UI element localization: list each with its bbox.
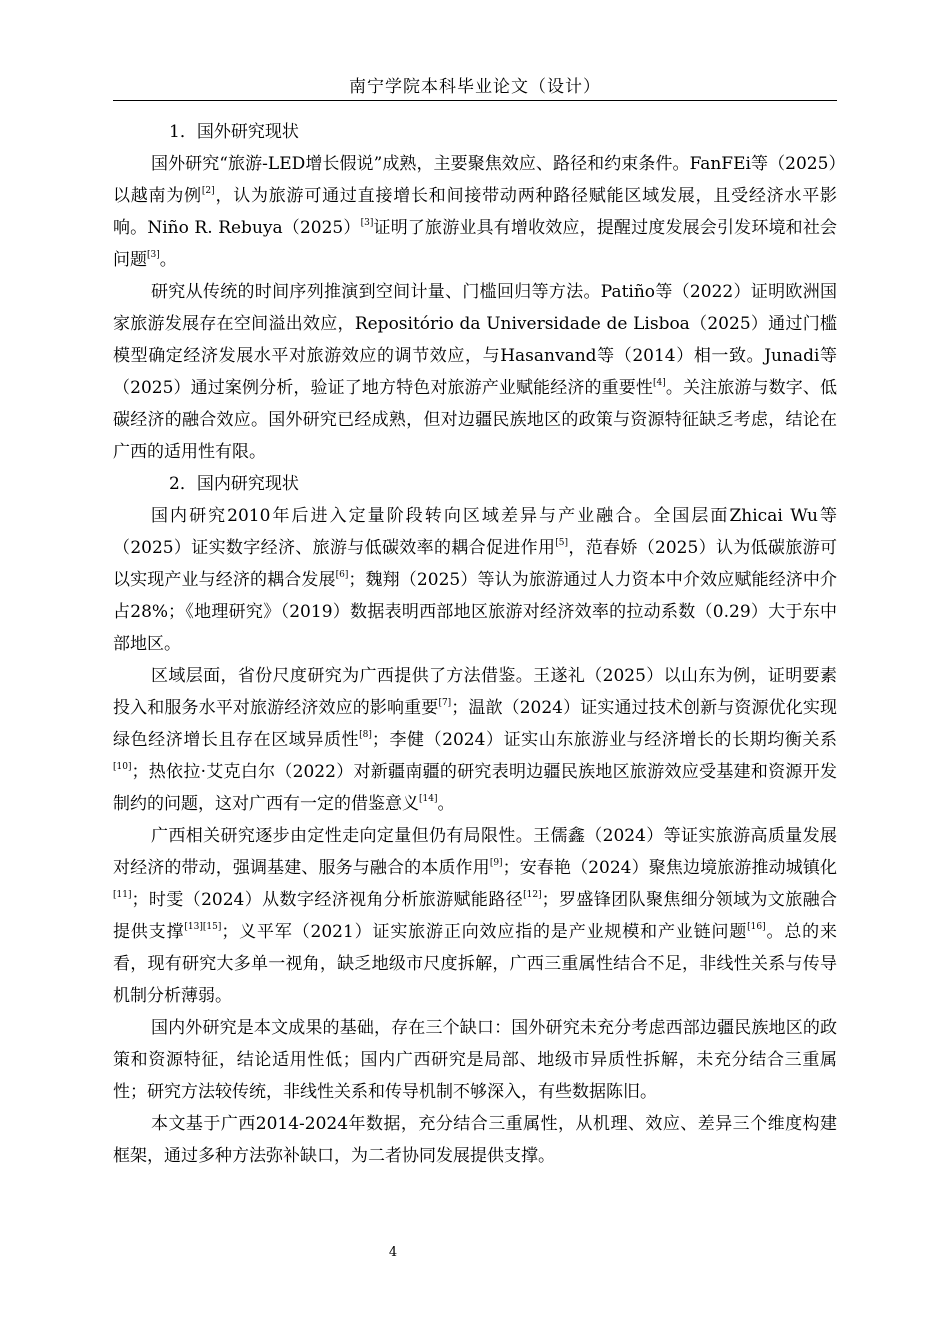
text-run: 。关注旅游与数字、低碳经济的融合效应。国外研究已经成熟，但对边疆民族地区的政策与资源特征缺乏考虑，结论在广西的适用性有限。 xyxy=(113,378,838,462)
document-body xyxy=(113,116,837,1172)
body-paragraph xyxy=(113,500,837,660)
body-paragraph xyxy=(113,820,837,1012)
text-run: ；安春艳（2024）聚焦边境旅游推动城镇化 xyxy=(502,858,837,878)
citation-ref: [7] xyxy=(438,698,452,708)
text-run: ；时雯（2024）从数字经济视角分析旅游赋能路径 xyxy=(131,890,524,910)
text-run: ；义平军（2021）证实旅游正向效应指的是产业规模和产业链问题 xyxy=(221,922,748,942)
citation-ref: [2] xyxy=(201,186,215,196)
text-run: 国外研究“旅游-LED增长假说”成熟，主要聚焦效应、路径和约束条件。FanFEi等（2025）以越南为例 xyxy=(113,154,837,206)
text-run: ；热依拉·艾克白尔（2022）对新疆南疆的研究表明边疆民族地区旅游效应受基建和资源开发制约的问题，这对广西有一定的借鉴意义 xyxy=(113,762,837,814)
text-run: ；温歆（2024）证实通过技术创新与资源优化实现绿色经济增长且存在区域异质性 xyxy=(113,698,838,750)
text-run: 国内研究2010年后进入定量阶段转向区域差异与产业融合。全国层面Zhicai Wu等（2025）证实数字经济、旅游与低碳效率的耦合促进作用 xyxy=(113,506,837,558)
citation-ref: [13][15] xyxy=(184,922,222,932)
text-run: ；罗盛锋团队聚焦细分领域为文旅融合提供支撑 xyxy=(113,890,838,942)
citation-ref: [8] xyxy=(359,730,372,740)
text-run: 本文基于广西2014-2024年数据，充分结合三重属性，从机理、效应、差异三个维度构建框架，通过多种方法弥补缺口，为二者协同发展提供支撑。 xyxy=(113,1114,837,1166)
citation-ref: [3] xyxy=(360,218,374,228)
citation-ref: [11] xyxy=(113,890,132,900)
text-run: ，范春娇（2025）认为低碳旅游可以实现产业与经济的耦合发展 xyxy=(113,538,837,590)
citation-ref: [6] xyxy=(335,570,349,580)
text-run: 。总的来看，现有研究大多单一视角，缺乏地级市尺度拆解，广西三重属性结合不足，非线性关系与传导机制分析薄弱。 xyxy=(113,922,838,1006)
body-paragraph xyxy=(113,660,837,820)
text-run: 。 xyxy=(159,250,177,270)
text-run: 区域层面，省份尺度研究为广西提供了方法借鉴。王遂礼（2025）以山东为例，证明要素投入和服务水平对旅游经济效应的影响重要 xyxy=(113,666,837,718)
text-run: ；魏翔（2025）等认为旅游通过人力资本中介效应赋能经济中介占28%；《地理研究》（2019）数据表明西部地区旅游对经济效率的拉动系数（0.29）大于东中部地区。 xyxy=(113,570,838,654)
citation-ref: [10] xyxy=(113,762,132,772)
citation-ref: [12] xyxy=(523,890,542,900)
citation-ref: [4] xyxy=(653,378,666,388)
citation-ref: [16] xyxy=(747,922,766,932)
body-paragraph xyxy=(113,276,837,468)
text-run: ；李健（2024）证实山东旅游业与经济增长的长期均衡关系 xyxy=(371,730,838,750)
body-paragraph xyxy=(113,1012,837,1108)
text-run: 证明了旅游业具有增收效应，提醒过度发展会引发环境和社会问题 xyxy=(113,218,838,270)
citation-ref: [3] xyxy=(147,250,160,260)
text-run: 国内外研究是本文成果的基础，存在三个缺口：国外研究未充分考虑西部边疆民族地区的政策和资源特征，结论适用性低；国内广西研究是局部、地级市异质性拆解，未充分结合三重属性；研究方法较传统，非线性关系和传导机制不够深入，有些数据陈旧。 xyxy=(113,1018,837,1102)
running-header: 南宁学院本科毕业论文（设计） xyxy=(349,77,601,97)
text-run: ，认为旅游可通过直接增长和间接带动两种路径赋能区域发展，且受经济水平影响。Niño R. Rebuya（2025） xyxy=(113,186,837,238)
page-number: 4 xyxy=(388,1245,398,1260)
text-run: 研究从传统的时间序列推演到空间计量、门槛回归等方法。Patiño等（2022）证明欧洲国家旅游发展存在空间溢出效应，Repositório da Universidade de Lisboa（2025）通过门槛模型确定经济发展水平对旅游效应的调节效应，与Hasanvand等（2014）相一致。Junadi等（2025）通过案例分析，验证了地方特色对旅游产业赋能经济的重要性 xyxy=(113,282,837,398)
section-heading: 2．国内研究现状 xyxy=(169,474,299,494)
text-run: 。 xyxy=(437,794,455,814)
body-paragraph xyxy=(113,1108,837,1172)
citation-ref: [14] xyxy=(419,794,438,804)
header-rule xyxy=(113,100,837,101)
citation-ref: [5] xyxy=(555,538,569,548)
section-heading: 1．国外研究现状 xyxy=(169,122,299,142)
citation-ref: [9] xyxy=(489,858,503,868)
text-run: 广西相关研究逐步由定性走向定量但仍有局限性。王儒鑫（2024）等证实旅游高质量发展对经济的带动，强调基建、服务与融合的本质作用 xyxy=(113,826,837,878)
body-paragraph xyxy=(113,148,837,276)
